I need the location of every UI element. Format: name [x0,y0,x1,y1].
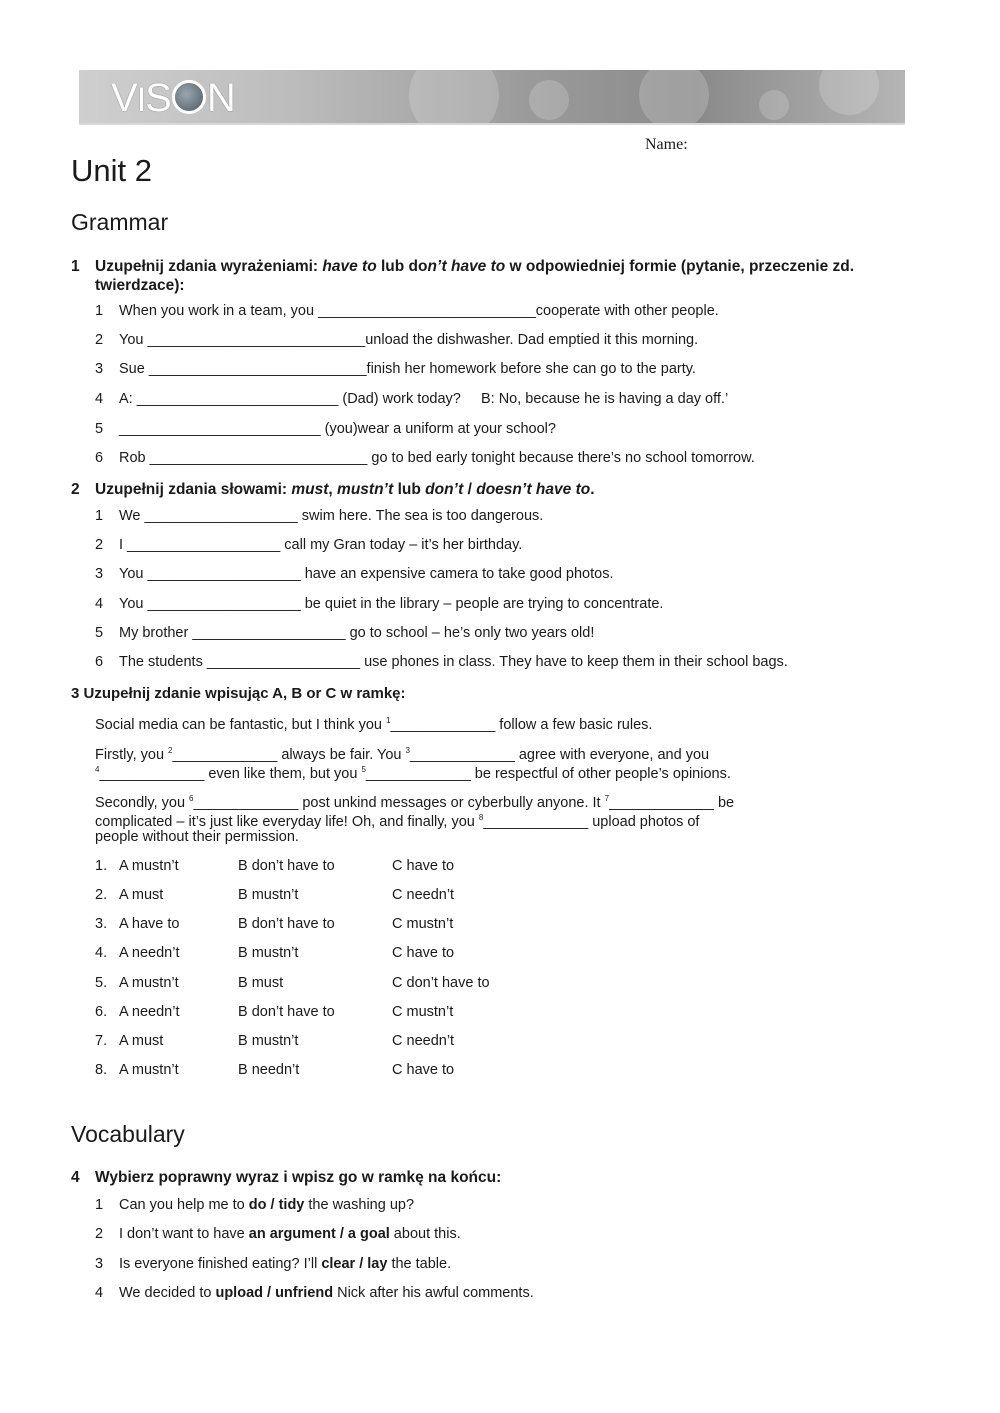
task-1-instruction: 1 Uzupełnij zdania wyrażeniami: have to lub don’t have to w odpowiedniej formie (pytanie, przeczenie zd. twierdzace): [71,258,855,294]
task-4-item: 4 We decided to upload / unfriend Nick after his awful comments. [95,1285,534,1301]
header-banner [79,70,905,125]
option-c: C needn’t [392,887,455,903]
task-2-item: 3 You ___________________ have an expensive camera to take good photos. [95,566,614,582]
task-1-item: 4 A: _________________________ (Dad) work today? B: No, because he is having a day off.’ [95,391,729,407]
task-3-paragraph: people without their permission. [95,829,299,845]
option-b: B needn’t [238,1062,300,1078]
task-4-instruction: 4 Wybierz poprawny wyraz i wpisz go w ramkę na końcu: [71,1169,502,1186]
task-3-paragraph: complicated – it’s just like everyday life! Oh, and finally, you $^8$_____________ upload photos of [95,813,700,830]
name-label: Name: [645,136,688,153]
task-1-item: 2 You ___________________________unload the dishwasher. Dad emptied it this morning. [95,332,699,348]
task-3-paragraph: Social media can be fantastic, but I think you $^1$_____________ follow a few basic rules. [95,716,653,733]
option-number: 7. [95,1033,108,1049]
unit-title: Unit 2 [71,153,152,188]
task-2-item: 4 You ___________________ be quiet in the library – people are trying to concentrate. [95,596,664,612]
option-b: B mustn’t [238,887,299,903]
vocabulary-title: Vocabulary [71,1121,185,1147]
task-2-item: 6 The students ___________________ use phones in class. They have to keep them in their school bags. [95,654,788,670]
task-2-item: 2 I ___________________ call my Gran today – it’s her birthday. [95,537,523,553]
option-number: 1. [95,858,108,874]
option-a: A mustn’t [119,858,179,874]
task-4-item: 2 I don’t want to have an argument / a goal about this. [95,1226,461,1242]
option-number: 3. [95,916,108,932]
option-a: A must [119,1033,164,1049]
task-1-item: 5 _________________________ (you)wear a uniform at your school? [95,421,556,437]
option-c: C mustn’t [392,916,454,932]
option-number: 2. [95,887,108,903]
option-c: C don’t have to [392,975,490,991]
task-3-paragraph: Firstly, you $^2$_____________ always be fair. You $^3$_____________ agree with everyone, and you [95,746,710,763]
option-b: B don’t have to [238,916,335,932]
option-a: A needn’t [119,945,180,961]
option-c: C mustn’t [392,1004,454,1020]
option-number: 8. [95,1062,108,1078]
vision-logo: VIS N [111,76,235,120]
option-a: A needn’t [119,1004,180,1020]
task-1-item: 1 When you work in a team, you ___________________________cooperate with other people. [95,303,719,319]
task-3-paragraph: Secondly, you $^6$_____________ post unkind messages or cyberbully anyone. It $^7$_____________ be [95,794,735,811]
option-b: B must [238,975,284,991]
task-3-instruction: 3 Uzupełnij zdanie wpisując A, B or C w ramkę: [71,685,406,702]
option-number: 6. [95,1004,108,1020]
option-number: 4. [95,945,108,961]
grammar-title: Grammar [71,209,169,235]
option-a: A have to [119,916,180,932]
task-4-item: 1 Can you help me to do / tidy the washing up? [95,1197,415,1213]
option-c: C needn’t [392,1033,455,1049]
option-b: B don’t have to [238,858,335,874]
task-2-instruction: 2 Uzupełnij zdania słowami: must, mustn’t lub don’t / doesn’t have to. [71,481,595,498]
option-b: B don’t have to [238,1004,335,1020]
option-b: B mustn’t [238,945,299,961]
task-3-paragraph: $^4$_____________ even like them, but you $^5$_____________ be respectful of other people’s opinions. [95,765,731,782]
option-a: A must [119,887,164,903]
task-1-item: 3 Sue ___________________________finish her homework before she can go to the party. [95,361,696,377]
option-a: A mustn’t [119,1062,179,1078]
task-1-item: 6 Rob ___________________________ go to bed early tonight because there’s no school tomorrow. [95,450,755,466]
option-c: C have to [392,945,455,961]
option-b: B mustn’t [238,1033,299,1049]
option-a: A mustn’t [119,975,179,991]
option-c: C have to [392,858,455,874]
option-number: 5. [95,975,108,991]
task-2-item: 5 My brother ___________________ go to school – he’s only two years old! [95,625,595,641]
task-2-item: 1 We ___________________ swim here. The sea is too dangerous. [95,508,544,524]
option-c: C have to [392,1062,455,1078]
task-4-item: 3 Is everyone finished eating? I’ll clear / lay the table. [95,1256,452,1272]
